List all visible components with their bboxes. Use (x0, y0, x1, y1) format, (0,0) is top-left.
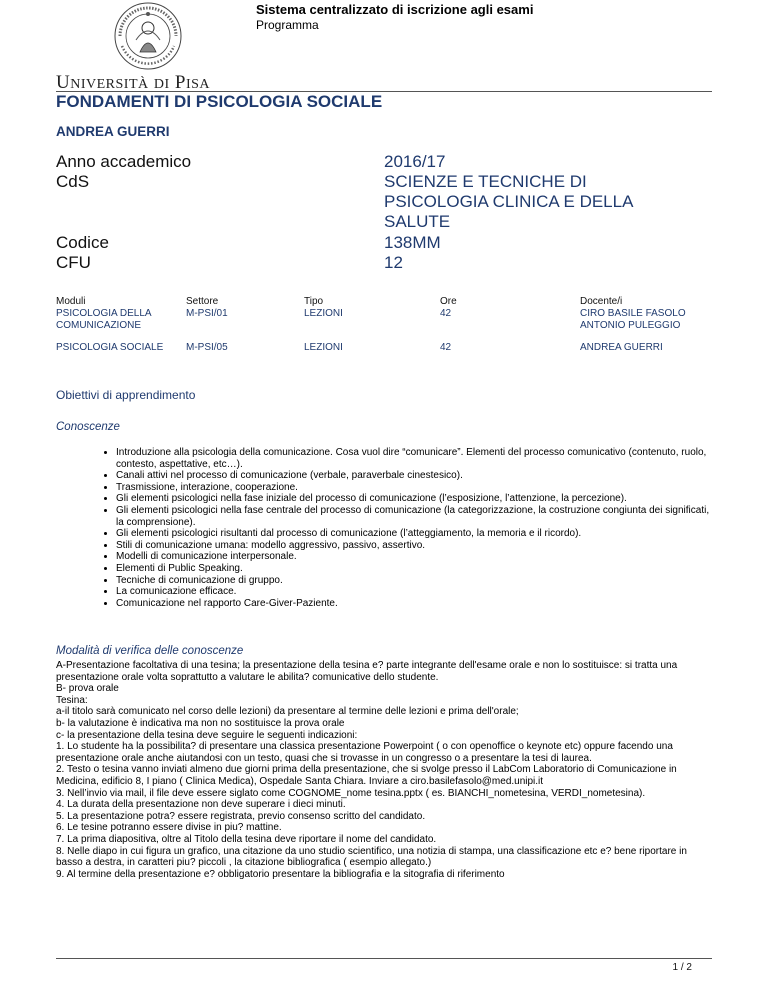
text-line: 9. Al termine della presentazione e? obbligatorio presentare la bibliografia e la sitografia di riferimento (56, 868, 505, 880)
text-line: 4. La durata della presentazione non deve superare i dieci minuti. (56, 799, 346, 811)
text-line: 7. La prima diapositiva, oltre al Titolo della tesina deve riportare il nome del candidato. (56, 833, 437, 845)
footer-divider (56, 958, 712, 959)
document-header (256, 2, 533, 33)
col-header-tipo: Tipo (304, 296, 324, 307)
cell-ore: 42 (440, 342, 452, 353)
col-header-docenti: Docente/i (580, 296, 623, 307)
codice-label: Codice (56, 233, 109, 252)
list-item: • Gli elementi psicologici nella fase centrale del processo di comunicazione (la categorizzazione, la costruzione congiunta dei significati, la comprensione). (116, 505, 714, 528)
header-title: Sistema centralizzato di iscrizione agli esami (256, 2, 534, 17)
col-header-ore: Ore (440, 296, 457, 307)
cell-docenti (580, 332, 716, 354)
text-line: a-il titolo sarà comunicato nel corso delle lezioni) da presentare al termine delle lezioni e prima dell'orale; (56, 706, 519, 718)
list-item: • Gli elementi psicologici nella fase iniziale del processo di comunicazione (l’esposizione, l’attenzione, la percezione). (116, 493, 714, 505)
list-item: • Modelli di comunicazione interpersonale. (116, 551, 714, 563)
objectives-list (98, 447, 714, 609)
subsection-heading-verifica: Modalità di verifica delle conoscenze (56, 645, 244, 657)
text-line: b- la valutazione è indicativa ma non no sostituisce la prova orale (56, 717, 345, 729)
docente-name: ANTONIO PULEGGIO (580, 320, 681, 331)
course-teacher: ANDREA GUERRI (56, 124, 170, 139)
text-line: 8. Nelle diapo in cui figura un grafico, una citazione da uno studio scientifico, una notizia di stampa, una classificazione etc e? bene riportare in basso a destra, in caratteri piu? piccoli , la citazione bibliografica ( esempio allegato.) (56, 845, 687, 869)
text-line: 1. Lo studente ha la possibilita? di presentare una classica presentazione Powerpoint ( o con openoffice o keynote etc) oppure facendo una presentazione orale anche aiutandosi con un testo, quasi che si trovasse in un congresso o a presentare la tesi di laurea. (56, 741, 673, 764)
anno-label: Anno accademico (56, 152, 192, 171)
anno-value: 2016/17 (384, 152, 446, 171)
university-seal-icon (106, 0, 190, 72)
list-item: • Stili di comunicazione umana: modello aggressivo, passivo, assertivo. (116, 540, 714, 552)
docente-name: CIRO BASILE FASOLO (580, 308, 686, 319)
list-item: • Canali attivi nel processo di comunicazione (verbale, paraverbale cinestesico). (116, 470, 714, 482)
cell-ore: 42 (440, 308, 452, 319)
codice-value: 138MM (384, 233, 441, 252)
list-item: • Gli elementi psicologici risultanti dal processo di comunicazione (l’atteggiamento, la memoria e il ricordo). (116, 528, 714, 540)
course-title: FONDAMENTI DI PSICOLOGIA SOCIALE (56, 92, 383, 111)
list-item: • Elementi di Public Speaking. (116, 563, 714, 575)
text-line: A-Presentazione facoltativa di una tesina; la presentazione della tesina e? parte integrante dell'esame orale e non lo sostituisce: si tratta una presentazione orale volta soprattutto a valutare le abilita? comunicative dello studente. (56, 660, 678, 683)
cell-tipo: LEZIONI (304, 342, 343, 353)
text-line: Tesina: (56, 694, 88, 706)
cell-tipo: LEZIONI (304, 308, 343, 319)
cell-settore: M-PSI/01 (186, 308, 228, 319)
text-line: 6. Le tesine potranno essere divise in piu? mattine. (56, 822, 282, 834)
cds-value: SCIENZE E TECNICHE DI PSICOLOGIA CLINICA E DELLA SALUTE (384, 172, 633, 231)
text-line: 5. La presentazione potra? essere registrata, previo consenso scritto del candidato. (56, 810, 426, 822)
cell-docenti (580, 308, 716, 332)
page-number: 1 / 2 (672, 962, 692, 973)
list-item: • Tecniche di comunicazione di gruppo. (116, 575, 714, 587)
text-line: B- prova orale (56, 683, 119, 695)
section-heading-obiettivi: Obiettivi di apprendimento (56, 388, 196, 402)
cell-modulo: PSICOLOGIA DELLA COMUNICAZIONE (56, 308, 152, 331)
col-header-moduli: Moduli (56, 296, 86, 307)
table-header-row (56, 296, 716, 308)
cell-settore: M-PSI/05 (186, 342, 228, 353)
text-line: 2. Testo o tesina vanno inviati almeno due giorni prima della presentazione, che si svolge presso il LabCom Laboratorio di Comunicazione in Medicina, edificio 8, I piano ( Clinica Medica), Ospedale Santa Chiara. Inviare a ciro.basilefasolo@med.unipi.it (56, 764, 677, 787)
text-line: c- la presentazione della tesina deve seguire le seguenti indicazioni: (56, 729, 358, 741)
cell-modulo: PSICOLOGIA SOCIALE (56, 342, 164, 353)
text-line: 3. Nell’invio via mail, il file deve essere siglato come COGNOME_nome tesina.pptx ( es. BIANCHI_nometesina, VERDI_nometesina). (56, 787, 646, 799)
table-row (56, 308, 716, 332)
subsection-heading-conoscenze: Conoscenze (56, 421, 120, 433)
moduli-table (56, 296, 716, 354)
cds-label: CdS (56, 172, 90, 191)
list-item: • La comunicazione efficace. (116, 586, 714, 598)
verifica-text (56, 660, 716, 880)
list-item: • Comunicazione nel rapporto Care-Giver-Paziente. (116, 598, 714, 610)
cfu-label: CFU (56, 253, 91, 272)
university-name: UNIVERSITÀ DI PISA (56, 72, 211, 93)
list-item: • Introduzione alla psicologia della comunicazione. Cosa vuol dire “comunicare”. Elementi del processo comunicativo (contenuto, ruolo, contesto, aspettative, etc…). (116, 447, 714, 470)
cfu-value: 12 (384, 253, 403, 272)
col-header-settore: Settore (186, 296, 219, 307)
docente-name: ANDREA GUERRI (580, 342, 663, 353)
table-row (56, 332, 716, 354)
list-item: • Trasmissione, interazione, cooperazione. (116, 482, 714, 494)
header-subtitle: Programma (256, 18, 319, 32)
